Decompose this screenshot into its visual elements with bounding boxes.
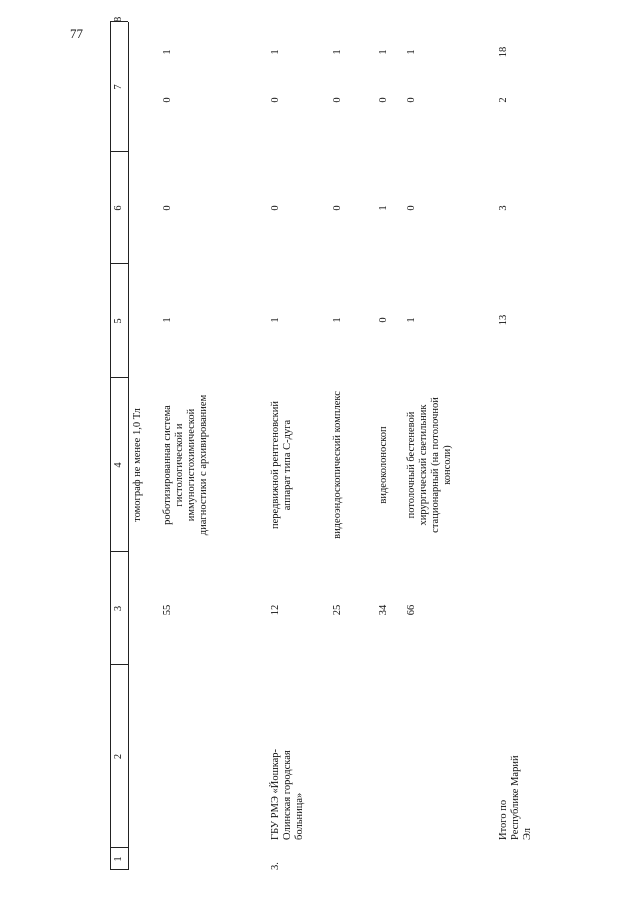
row3-col5: 1 (332, 317, 343, 323)
total-label: Итого по Республике Марий Эл (498, 755, 534, 840)
row1-col8: 1 (162, 49, 173, 55)
total-col6: 3 (498, 205, 509, 211)
row2-organization: ГБУ РМЭ «Йошкар-Олинская городская больница» (270, 748, 306, 840)
page-number: 77 (70, 26, 83, 41)
row5-col5: 1 (406, 317, 417, 323)
row2-col5: 1 (270, 317, 281, 323)
header-col-7: 7 (113, 84, 124, 90)
header-col-6: 6 (113, 205, 124, 211)
row3-col8: 1 (332, 49, 343, 55)
row2-col6: 0 (270, 205, 281, 211)
header-col-1: 1 (113, 856, 124, 862)
row2-col8: 1 (270, 49, 281, 55)
total-col5: 13 (498, 314, 509, 326)
row4-col6: 1 (378, 205, 389, 211)
row5-code: 66 (406, 604, 417, 616)
row2-equipment: передвижной рентгеновский аппарат типа С-дуга (270, 400, 294, 530)
row3-code: 25 (332, 604, 343, 616)
row3-equipment: видеоэндоскопический комплекс (332, 391, 343, 539)
row3-col7: 0 (332, 97, 343, 103)
row5-col8: 1 (406, 49, 417, 55)
header-col-4: 4 (113, 462, 124, 468)
header-col-2: 2 (113, 753, 124, 760)
row0-equipment: томограф не менее 1,0 Тл (132, 408, 143, 522)
row1-col7: 0 (162, 97, 173, 103)
row4-col8: 1 (378, 49, 389, 55)
row5-col6: 0 (406, 205, 417, 211)
row1-equipment: роботизированная система гистологической и иммуногистохимической диагностики с архивированием (162, 394, 210, 536)
total-col7: 2 (498, 97, 509, 103)
row1-col5: 1 (162, 317, 173, 323)
row1-code: 55 (162, 604, 173, 616)
row3-col6: 0 (332, 205, 343, 211)
row2-number: 3. (270, 862, 281, 870)
row5-equipment: потолочный бестеневой хирургический светильник стационарный (на потолочной консоли) (406, 397, 454, 533)
row4-equipment: видеоколоноскоп (378, 426, 389, 504)
header-top-border (110, 22, 111, 870)
row4-code: 34 (378, 604, 389, 616)
row2-code: 12 (270, 604, 281, 616)
row4-col7: 0 (378, 97, 389, 103)
row1-col6: 0 (162, 205, 173, 211)
header-col-3: 3 (113, 605, 124, 612)
total-col8: 18 (498, 46, 509, 58)
header-bottom-border (128, 22, 129, 870)
row5-col7: 0 (406, 97, 417, 103)
row2-col7: 0 (270, 97, 281, 103)
row4-col5: 0 (378, 317, 389, 323)
rotated-table: 1 2 3 4 5 6 7 8 томограф не менее 1,0 Тл 55 роботизированная система гистологической и иммуногистохимической диагностики с архивированием 1 0 0 1 3. ГБУ РМЭ «Йошкар-Олинская городская больница» 12 передвижной рентгеновский аппарат типа С-дуга 1 0 0 1 25 видеоэндоскопический комплекс 1 0 0 1 34 видеоколоноскоп 0 1 0 1 66 потолочный бестеневой хирургический светильник стационарный (на потолочной консоли) 1 0 0 1 Итого по Республике Марий Эл 13 3 2 18 (110, 0, 639, 870)
header-col-5: 5 (113, 318, 124, 324)
